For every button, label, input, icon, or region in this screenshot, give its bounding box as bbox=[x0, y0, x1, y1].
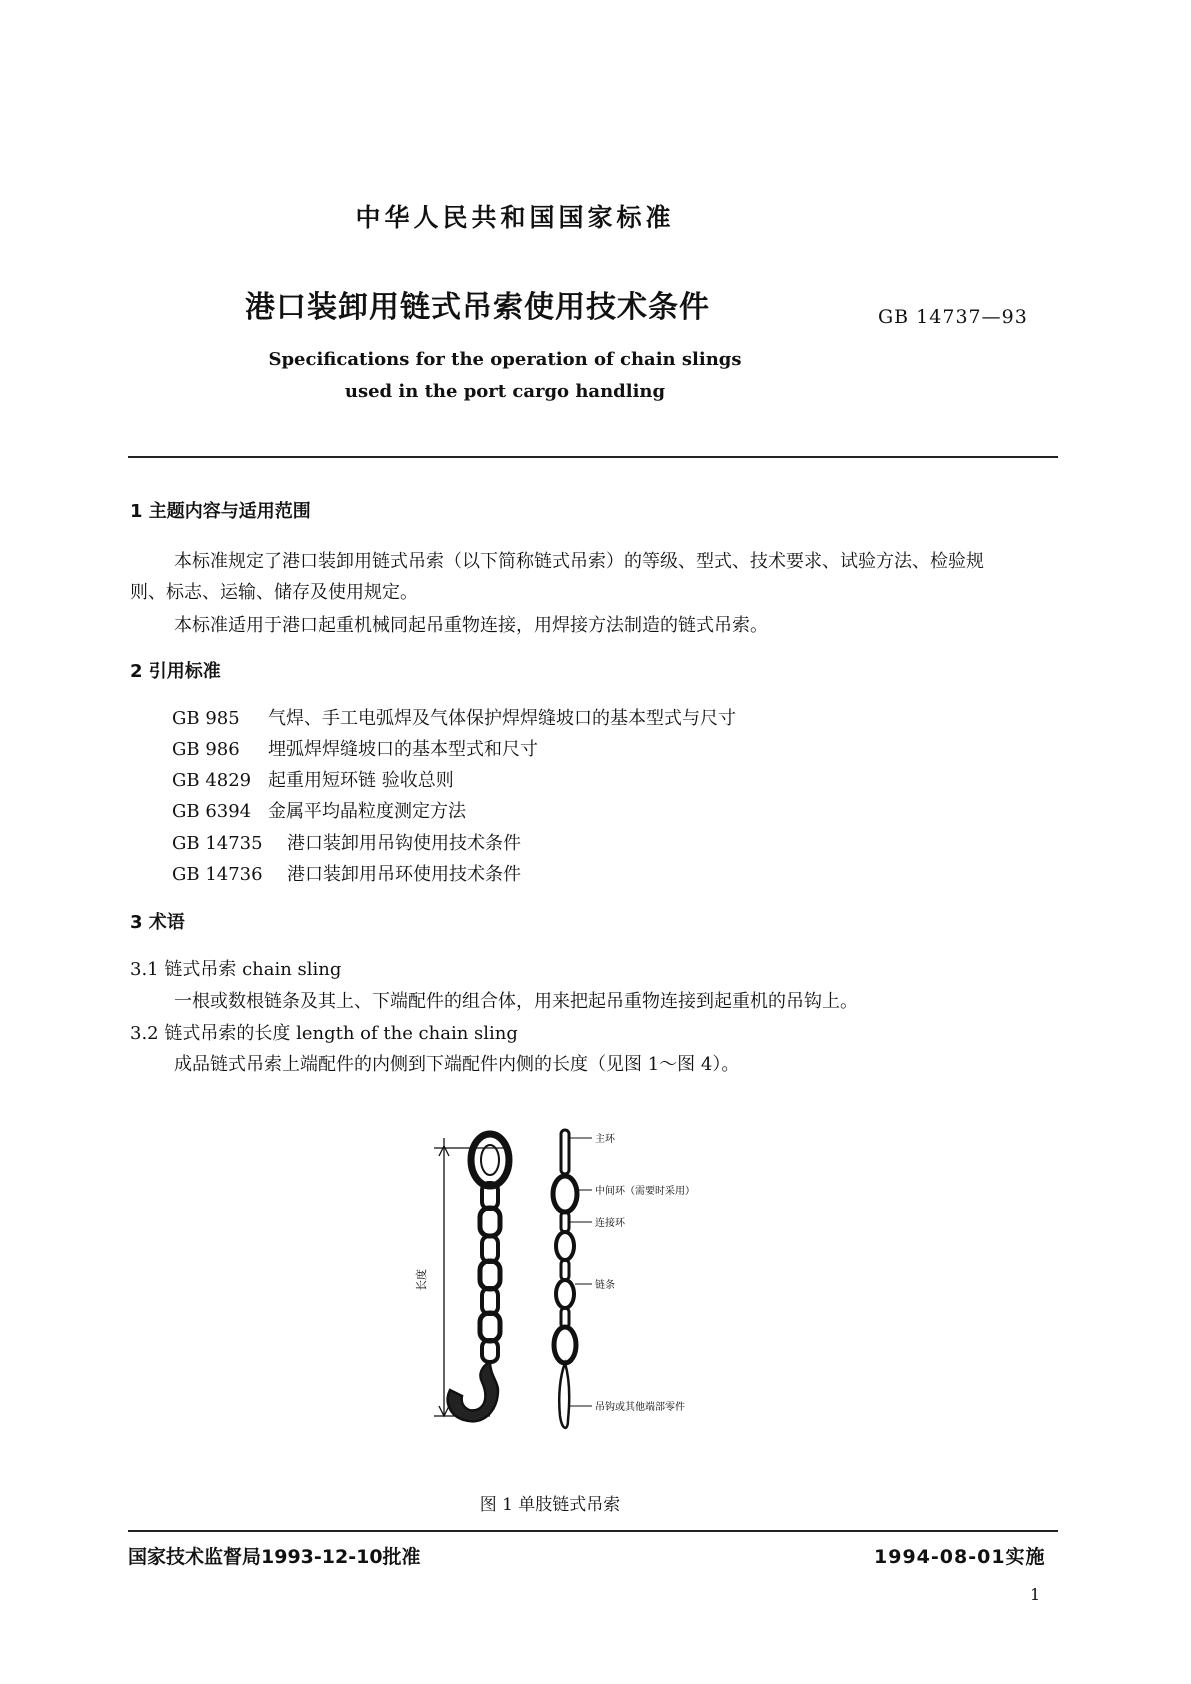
reference-code: GB 4829 bbox=[172, 770, 252, 791]
reference-item bbox=[172, 704, 736, 730]
document-title: 港口装卸用链式吊索使用技术条件 bbox=[245, 290, 710, 325]
hook-side bbox=[559, 1363, 569, 1428]
term1-label: 3.1 链式吊索 chain sling bbox=[130, 959, 342, 980]
master-link-inner bbox=[481, 1145, 499, 1175]
section1-heading: 1 主题内容与适用范围 bbox=[130, 501, 311, 522]
master-link-side bbox=[561, 1130, 569, 1174]
label-chain: 链条 bbox=[595, 1280, 615, 1291]
reference-title: 港口装卸用吊环使用技术条件 bbox=[287, 864, 521, 885]
english-title bbox=[0, 344, 1010, 408]
front-view-chain bbox=[448, 1134, 509, 1421]
reference-code: GB 6394 bbox=[172, 801, 252, 822]
label-connecting-link: 连接环 bbox=[595, 1218, 625, 1229]
chain-link bbox=[482, 1288, 498, 1314]
reference-code: GB 14735 bbox=[172, 833, 263, 854]
intermediate-link-side bbox=[553, 1176, 577, 1212]
header-divider bbox=[128, 456, 1058, 458]
hook-front bbox=[448, 1362, 498, 1421]
term2-definition: 成品链式吊索上端配件的内侧到下端配件内侧的长度（见图 1～图 4）。 bbox=[174, 1054, 740, 1075]
page-number: 1 bbox=[1030, 1585, 1041, 1604]
reference-title: 港口装卸用吊钩使用技术条件 bbox=[287, 833, 521, 854]
label-hook: 吊钩或其他端部零件 bbox=[595, 1402, 685, 1413]
english-title-line1: Specifications for the operation of chain slings bbox=[268, 349, 742, 370]
implementation-text: 1994-08-01实施 bbox=[874, 1546, 1046, 1568]
standard-type-header: 中华人民共和国国家标准 bbox=[355, 203, 675, 232]
term2-label: 3.2 链式吊索的长度 length of the chain sling bbox=[130, 1023, 518, 1044]
reference-title: 金属平均晶粒度测定方法 bbox=[268, 801, 466, 822]
chain-link bbox=[480, 1208, 500, 1236]
side-view-chain bbox=[553, 1130, 577, 1428]
chain-sling-figure bbox=[415, 1120, 820, 1460]
connecting-link-side bbox=[561, 1212, 569, 1232]
chain-link bbox=[480, 1261, 500, 1289]
label-master-link: 主环 bbox=[595, 1134, 615, 1145]
approval-text: 国家技术监督局1993-12-10批准 bbox=[128, 1546, 421, 1568]
reference-code: GB 986 bbox=[172, 739, 240, 760]
section1-para1-line2: 则、标志、运输、储存及使用规定。 bbox=[130, 582, 418, 603]
reference-item bbox=[172, 829, 521, 855]
footer-divider bbox=[128, 1530, 1058, 1532]
reference-code: GB 14736 bbox=[172, 864, 263, 885]
chain-link bbox=[480, 1313, 500, 1341]
section2-heading: 2 引用标准 bbox=[130, 661, 221, 682]
term1-definition: 一根或数根链条及其上、下端配件的组合体，用来把起吊重物连接到起重机的吊钩上。 bbox=[174, 991, 858, 1012]
length-label-text: 长度 bbox=[415, 1269, 428, 1291]
chain-link-side bbox=[556, 1232, 574, 1260]
length-label bbox=[414, 1269, 428, 1291]
reference-title: 起重用短环链 验收总则 bbox=[268, 770, 454, 791]
section1-para1-line1: 本标准规定了港口装卸用链式吊索（以下简称链式吊索）的等级、型式、技术要求、试验方法、检验规 bbox=[174, 551, 984, 572]
chain-link-side bbox=[554, 1327, 576, 1363]
section1-para2: 本标准适用于港口起重机械同起吊重物连接，用焊接方法制造的链式吊索。 bbox=[174, 615, 768, 636]
label-intermediate-link: 中间环（需要时采用） bbox=[595, 1186, 695, 1197]
chain-link bbox=[482, 1236, 498, 1262]
standard-number: GB 14737—93 bbox=[878, 306, 1028, 328]
reference-title: 埋弧焊焊缝坡口的基本型式和尺寸 bbox=[268, 739, 538, 760]
master-link-front bbox=[471, 1134, 509, 1186]
chain-link-side bbox=[556, 1280, 574, 1308]
reference-code: GB 985 bbox=[172, 708, 240, 729]
reference-title: 气焊、手工电弧焊及气体保护焊焊缝坡口的基本型式与尺寸 bbox=[268, 708, 736, 729]
reference-item bbox=[172, 797, 466, 823]
reference-item bbox=[172, 860, 521, 886]
chain-link-side bbox=[561, 1260, 569, 1280]
figure-caption: 图 1 单肢链式吊索 bbox=[479, 1495, 621, 1515]
reference-item bbox=[172, 766, 454, 792]
reference-item bbox=[172, 735, 538, 761]
english-title-line2: used in the port cargo handling bbox=[344, 381, 666, 402]
section3-heading: 3 术语 bbox=[130, 912, 185, 933]
